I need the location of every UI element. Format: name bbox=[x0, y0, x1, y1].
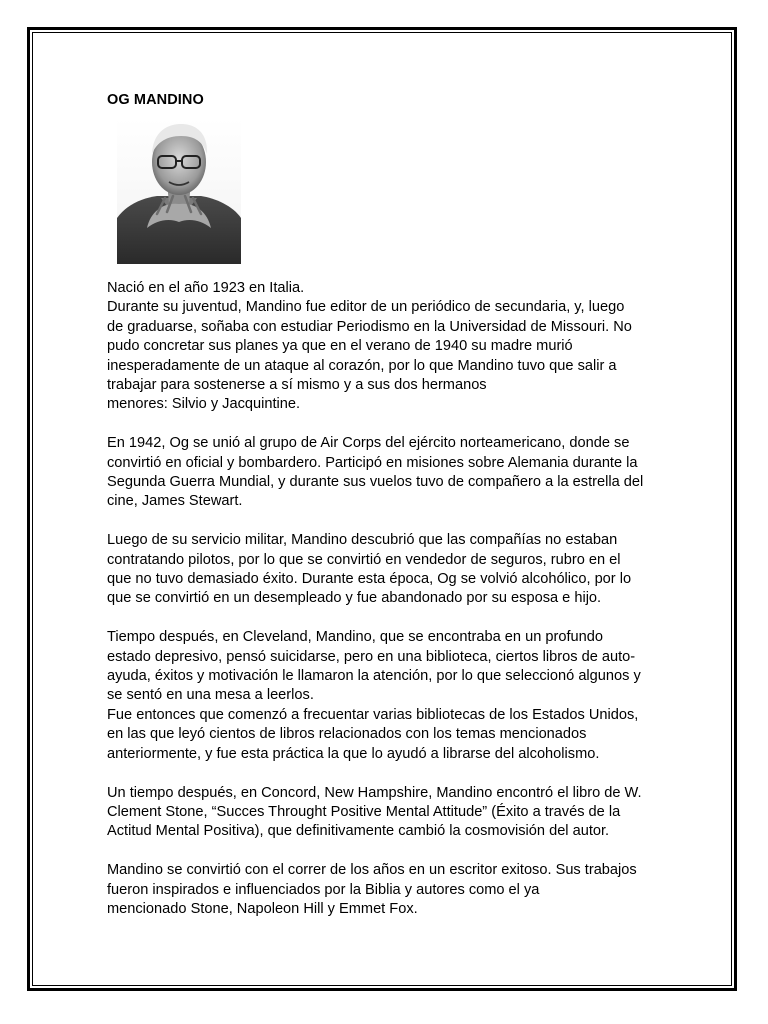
author-portrait-photo bbox=[117, 118, 241, 264]
text-line: de graduarse, soñaba con estudiar Periodismo en la Universidad de Missouri. No bbox=[107, 318, 632, 335]
text-line: se sentó en una mesa a leerlos. bbox=[107, 687, 314, 704]
text-line: que no tuvo demasiado éxito. Durante esta época, Og se volvió alcohólico, por lo bbox=[107, 571, 632, 588]
document-body bbox=[107, 92, 667, 939]
paragraph-concord bbox=[107, 784, 667, 842]
text-line: Tiempo después, en Cleveland, Mandino, que se encontraba en un profundo bbox=[107, 629, 603, 646]
text-line: Luego de su servicio militar, Mandino descubrió que las compañías no estaban bbox=[107, 532, 618, 549]
text-line: menores: Silvio y Jacquintine. bbox=[107, 396, 301, 413]
text-line: cine, James Stewart. bbox=[107, 493, 243, 510]
paragraph-cleveland bbox=[107, 628, 667, 764]
text-line: mencionado Stone, Napoleon Hill y Emmet Fox. bbox=[107, 900, 418, 917]
text-line: Segunda Guerra Mundial, y durante sus vuelos tuvo de compañero a la estrella del bbox=[107, 474, 644, 491]
document-title: OG MANDINO bbox=[107, 92, 204, 108]
text-line: Fue entonces que comenzó a frecuentar varias bibliotecas de los Estados Unidos, bbox=[107, 706, 639, 723]
text-line: inesperadamente de un ataque al corazón, por lo que Mandino tuvo que salir a bbox=[107, 357, 617, 374]
text-line: Nació en el año 1923 en Italia. bbox=[107, 280, 305, 296]
paragraph-writer bbox=[107, 861, 667, 919]
text-line: En 1942, Og se unió al grupo de Air Corps del ejército norteamericano, donde se bbox=[107, 435, 630, 452]
text-line: en las que leyó cientos de libros relacionados con los temas mencionados bbox=[107, 726, 587, 743]
text-line: que se convirtió en un desempleado y fue abandonado por su esposa e hijo. bbox=[107, 590, 602, 607]
text-line: trabajar para sostenerse a sí mismo y a sus dos hermanos bbox=[107, 377, 487, 394]
text-line: Un tiempo después, en Concord, New Hampshire, Mandino encontró el libro de W. bbox=[107, 784, 642, 801]
paragraph-military bbox=[107, 434, 667, 512]
text-line: ayuda, éxitos y motivación le llamaron la atención, por lo que seleccionó algunos y bbox=[107, 668, 641, 685]
text-line: Durante su juventud, Mandino fue editor de un periódico de secundaria, y, luego bbox=[107, 299, 625, 316]
text-line: anteriormente, y fue esta práctica la que lo ayudó a librarse del alcoholismo. bbox=[107, 745, 600, 762]
paragraph-birth-youth bbox=[107, 279, 667, 415]
text-line: pudo concretar sus planes ya que en el verano de 1940 su madre murió bbox=[107, 338, 573, 355]
text-line: Clement Stone, “Succes Throught Positive Mental Attitude” (Éxito a través de la bbox=[107, 803, 621, 820]
text-line: contratando pilotos, por lo que se convirtió en vendedor de seguros, rubro en el bbox=[107, 551, 621, 568]
text-line: Actitud Mental Positiva), que definitivamente cambió la cosmovisión del autor. bbox=[107, 823, 610, 840]
text-line: fueron inspirados e influenciados por la Biblia y autores como el ya bbox=[107, 881, 540, 898]
text-line: estado depresivo, pensó suicidarse, pero en una biblioteca, ciertos libros de auto- bbox=[107, 648, 636, 665]
paragraph-after-service bbox=[107, 531, 667, 609]
text-line: Mandino se convirtió con el correr de los años en un escritor exitoso. Sus trabajos bbox=[107, 862, 637, 879]
text-line: convirtió en oficial y bombardero. Participó en misiones sobre Alemania durante la bbox=[107, 454, 638, 471]
